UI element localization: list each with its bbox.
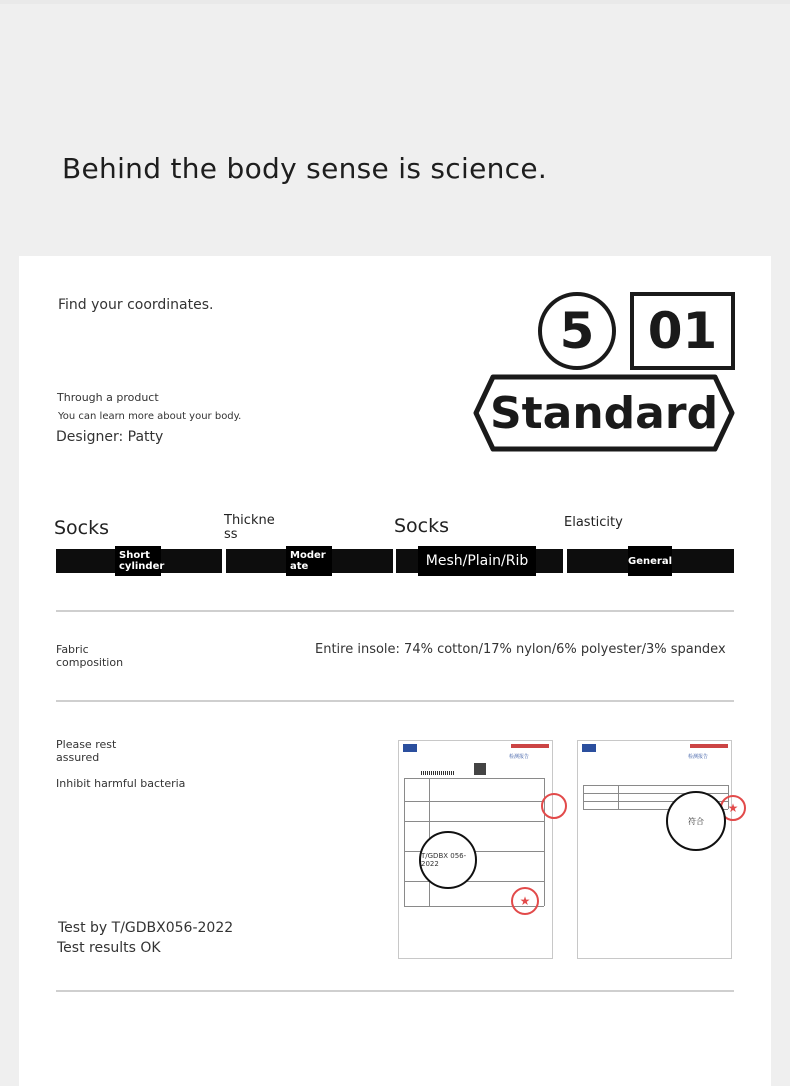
property-value-mesh-plain-rib: Mesh/Plain/Rib <box>418 546 536 576</box>
test-standard-text: Test by T/GDBX056-2022 <box>58 920 234 936</box>
property-label-elasticity: Elasticity <box>564 515 623 530</box>
property-label-socks-1: Socks <box>54 517 110 539</box>
page-headline: Behind the body sense is science. <box>62 152 548 185</box>
test-report-page-2 <box>577 740 739 959</box>
fabric-composition-value: Entire insole: 74% cotton/17% nylon/6% polyester/3% spandex <box>315 642 726 657</box>
divider-1 <box>56 610 734 612</box>
badge-number: 5 <box>538 292 616 370</box>
property-value-moderate: Moderate <box>286 546 332 576</box>
learn-body-text: You can learn more about your body. <box>58 411 242 422</box>
inhibit-bacteria-text: Inhibit harmful bacteria <box>56 777 186 790</box>
top-strip <box>0 0 790 4</box>
barcode-icon <box>421 771 455 775</box>
through-product-text: Through a product <box>57 391 159 404</box>
qr-code-icon <box>474 763 486 775</box>
property-label-socks-2: Socks <box>394 515 450 537</box>
report-title: 检测报告 <box>509 754 530 760</box>
property-label-thickness: Thickness <box>224 513 275 542</box>
report-title: 检测报告 <box>688 754 709 760</box>
assurance-label: Please rest assured <box>56 738 117 764</box>
red-seal-icon <box>541 793 567 819</box>
cert-marks-icon <box>690 744 728 748</box>
red-seal-icon: ★ <box>720 795 746 821</box>
badge-standard-word: Standard <box>489 387 719 439</box>
fabric-label: Fabric composition <box>56 643 124 669</box>
report-logo-icon <box>582 744 596 752</box>
divider-2 <box>56 700 734 702</box>
cert-marks-icon <box>511 744 549 748</box>
divider-3 <box>56 990 734 992</box>
red-seal-icon: ★ <box>511 887 539 915</box>
designer-text: Designer: Patty <box>56 429 164 445</box>
badge-code: 01 <box>630 292 735 370</box>
test-result-text: Test results OK <box>57 940 161 956</box>
magnifier-lens: 符合 <box>666 791 726 851</box>
find-coordinates-text: Find your coordinates. <box>58 297 214 313</box>
report-logo-icon <box>403 744 417 752</box>
property-value-short-cylinder: Short cylinder <box>115 546 161 576</box>
property-value-general: General <box>628 546 672 576</box>
magnifier-lens: T/GDBX 056-2022 <box>419 831 477 889</box>
test-report-page-1 <box>398 740 553 959</box>
